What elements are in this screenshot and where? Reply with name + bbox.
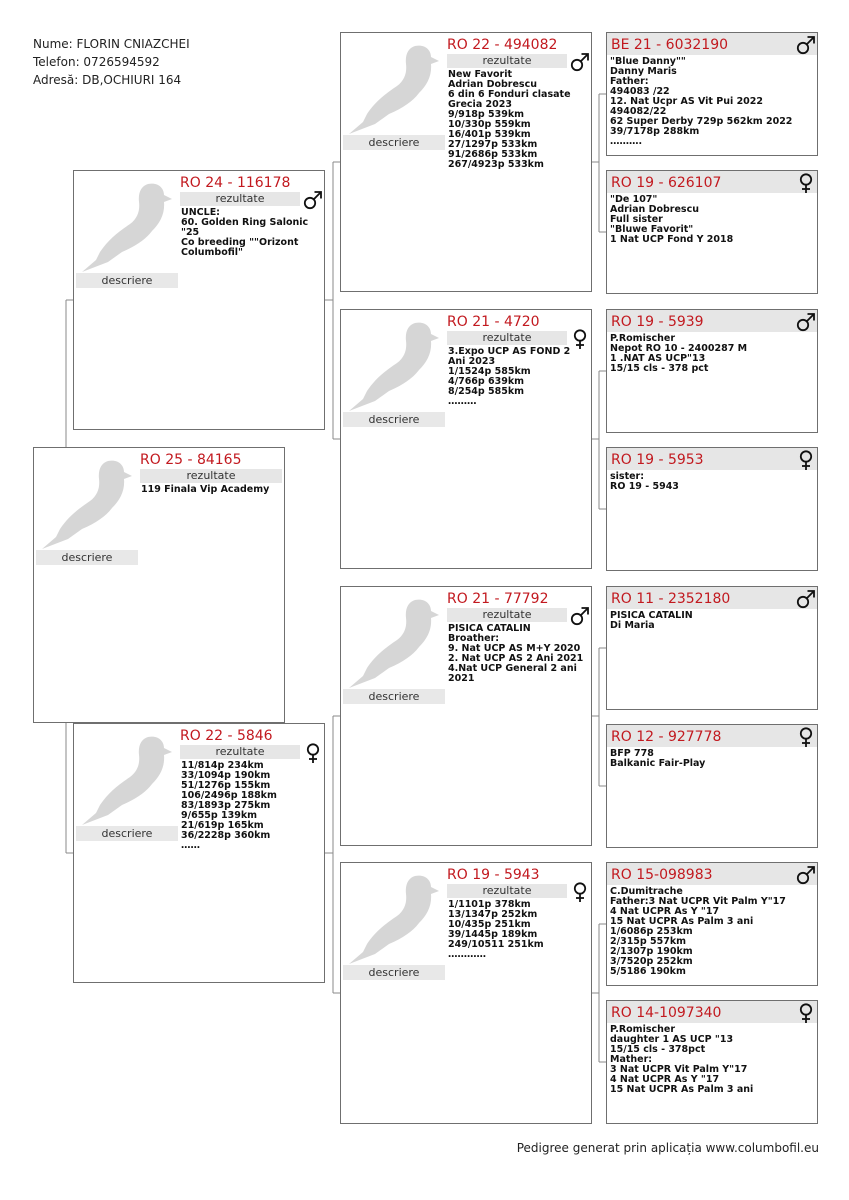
male-symbol-icon [795,864,817,886]
ring-number: RO 19 - 5953 [611,452,704,468]
pigeon-card-ds[interactable] [340,586,592,846]
pigeon-silhouette-icon [345,314,445,416]
description-button[interactable]: descriere [343,689,445,704]
male-symbol-icon [795,34,817,56]
description-button[interactable]: descriere [343,965,445,980]
connector-sd [592,371,606,509]
ring-number: RO 21 - 77792 [447,591,549,607]
description-button[interactable]: descriere [343,412,445,427]
ring-number: RO 19 - 5939 [611,314,704,330]
pedigree-notes: "Blue Danny"" Danny Maris Father: 494083 /22 12. Nat Ucpr AS Vit Pui 2022 494082/22 62 Super Derby 729p 562km 2022 39/7178p 288km ………. [610,56,793,147]
ring-number: RO 19 - 5943 [447,867,540,883]
connector-ds [592,648,606,786]
female-symbol-icon [795,1002,817,1024]
pigeon-card-sdd[interactable] [606,447,818,571]
ring-number: RO 22 - 494082 [447,37,558,53]
owner-name: Nume: FLORIN CNIAZCHEI [33,37,190,51]
pedigree-notes: 1/1101p 378km 13/1347p 252km 10/435p 251km 39/1445p 189km 249/10511 251km ………… [448,899,544,960]
results-button[interactable]: rezultate [447,608,567,622]
pedigree-notes: BFP 778 Balkanic Fair-Play [610,748,706,769]
results-button[interactable]: rezultate [447,54,567,68]
results-button[interactable]: rezultate [140,469,282,483]
pigeon-card-dam[interactable] [73,723,325,983]
pigeon-card-ddd[interactable] [606,1000,818,1124]
ring-number: RO 24 - 116178 [180,175,291,191]
ring-number: RO 12 - 927778 [611,729,722,745]
description-button[interactable]: descriere [343,135,445,150]
ring-number: RO 19 - 626107 [611,175,722,191]
pedigree-notes: PISICA CATALIN Broather: 9. Nat UCP AS M+Y 2020 2. Nat UCP AS 2 Ani 2021 4.Nat UCP General 2 ani 2021 [448,623,584,684]
pigeon-silhouette-icon [78,175,178,277]
ring-number: BE 21 - 6032190 [611,37,729,53]
pedigree-notes: 11/814p 234km 33/1094p 190km 51/1276p 155km 106/2496p 188km 83/1893p 275km 9/655p 139km 21/619p 165km 36/2228p 360km …… [181,760,277,851]
footer-credit: Pedigree generat prin aplicația www.columbofil.eu [516,1141,819,1155]
pigeon-card-dd[interactable] [340,862,592,1124]
pigeon-silhouette-icon [345,867,445,969]
ring-number: RO 25 - 84165 [140,452,242,468]
pedigree-notes: New Favorit Adrian Dobrescu 6 din 6 Fonduri clasate Grecia 2023 9/918p 539km 10/330p 559km 16/401p 539km 27/1297p 533km 91/2686p 533km 267/4923p 533km [448,69,571,170]
ring-number: RO 15-098983 [611,867,713,883]
male-symbol-icon [795,311,817,333]
pigeon-card-ssd[interactable] [606,170,818,294]
connector-dam [325,716,340,993]
pigeon-card-sd[interactable] [340,309,592,569]
female-symbol-icon [795,172,817,194]
results-button[interactable]: rezultate [180,192,300,206]
pedigree-notes: P.Romischer daughter 1 AS UCP "13 15/15 cls - 378pct Mather: 3 Nat UCPR Vit Palm Y"17 4 Nat UCPR As Y "17 15 Nat UCPR As Palm 3 ani [610,1024,754,1095]
pigeon-silhouette-icon [38,452,138,554]
pedigree-notes: UNCLE: 60. Golden Ring Salonic "25 Co breeding ""Orizont Columbofil" [181,207,309,258]
connector-sire [325,162,340,439]
pigeon-card-dss[interactable] [606,586,818,710]
results-button[interactable]: rezultate [447,884,567,898]
ring-number: RO 21 - 4720 [447,314,540,330]
pigeon-card-ss[interactable] [340,32,592,292]
ring-number: RO 22 - 5846 [180,728,273,744]
connector-ss [592,94,606,232]
pedigree-notes: 119 Finala Vip Academy [141,484,270,495]
results-button[interactable]: rezultate [180,745,300,759]
owner-address: Adresă: DB,OCHIURI 164 [33,73,182,87]
female-symbol-icon [795,726,817,748]
pigeon-silhouette-icon [78,728,178,830]
ring-number: RO 14-1097340 [611,1005,722,1021]
owner-phone: Telefon: 0726594592 [33,55,160,69]
pigeon-silhouette-icon [345,37,445,139]
pigeon-card-dsd[interactable] [606,724,818,848]
pedigree-notes: 3.Expo UCP AS FOND 2 Ani 2023 1/1524p 585km 4/766p 639km 8/254p 585km ……… [448,346,571,407]
male-symbol-icon [795,588,817,610]
pigeon-card-sire[interactable] [73,170,325,430]
pedigree-notes: PISICA CATALIN Di Maria [610,610,693,631]
pedigree-notes: C.Dumitrache Father:3 Nat UCPR Vit Palm Y"17 4 Nat UCPR As Y "17 15 Nat UCPR As Palm 3 ani 1/6086p 253km 2/315p 557km 2/1307p 190km 3/7520p 252km 5/5186 190km [610,886,786,977]
pigeon-card-sds[interactable] [606,309,818,433]
pigeon-card-sss[interactable] [606,32,818,156]
pedigree-notes: P.Romischer Nepot RO 10 - 2400287 M 1 .NAT AS UCP"13 15/15 cls - 378 pct [610,333,748,374]
female-symbol-icon [795,449,817,471]
pedigree-notes: "De 107" Adrian Dobrescu Full sister "Bluwe Favorit" 1 Nat UCP Fond Y 2018 [610,194,734,245]
description-button[interactable]: descriere [76,826,178,841]
pigeon-card-subject[interactable] [33,447,285,723]
results-button[interactable]: rezultate [447,331,567,345]
pigeon-card-dds[interactable] [606,862,818,986]
description-button[interactable]: descriere [76,273,178,288]
pigeon-silhouette-icon [345,591,445,693]
connector-dd [592,924,606,1062]
ring-number: RO 11 - 2352180 [611,591,731,607]
pedigree-notes: sister: RO 19 - 5943 [610,471,679,492]
description-button[interactable]: descriere [36,550,138,565]
